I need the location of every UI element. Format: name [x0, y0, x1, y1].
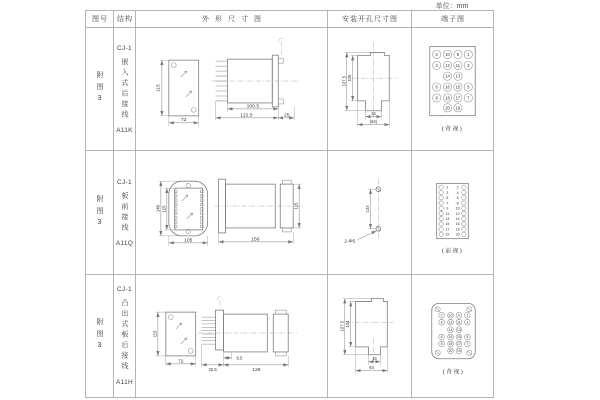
terminal-number: 18 — [448, 341, 453, 346]
terminal-number: 20 — [455, 232, 460, 237]
row1-mounting-cell — [328, 28, 412, 151]
dim-front-width: 72 — [180, 117, 187, 123]
row2-fig-no-cell — [86, 151, 114, 275]
row2-mounting-diagram — [328, 151, 411, 275]
row2-structure-type: 板前接线 — [121, 191, 128, 234]
terminal-number: 11 — [457, 319, 461, 324]
row1-terminal-diagram — [412, 28, 493, 151]
terminal-number: 6 — [456, 195, 459, 200]
terminal-number: 19 — [445, 232, 450, 237]
row2-mounting-cell — [328, 151, 412, 275]
terminal-number: 15 — [455, 84, 461, 90]
terminal-number: 13 — [457, 327, 461, 332]
row1-model: CJ-1 — [117, 44, 132, 52]
terminal-number: 3 — [467, 62, 470, 68]
terminal-number: 18 — [455, 226, 460, 231]
dim-body-height: 125 — [161, 204, 167, 213]
terminal-number: 7 — [467, 94, 470, 100]
terminal-number: 10 — [455, 206, 460, 211]
row2-fig-no: 附图3 — [96, 194, 103, 231]
row3-code: A11H — [116, 378, 133, 386]
row2-terminal-diagram — [412, 151, 493, 275]
dim-cutout-inner-height: 104 — [345, 320, 351, 328]
row3-structure-type: 凸出式板后接线 — [121, 299, 128, 373]
terminal-number: 7 — [466, 341, 469, 346]
terminal-number: 4 — [440, 319, 443, 324]
row2-terminal-cell — [412, 151, 494, 275]
col-header-mounting: 安装开孔尺寸图 — [328, 11, 412, 28]
row1-outline-cell — [136, 28, 328, 151]
terminal-number: 13 — [455, 73, 461, 79]
row1-side-view — [212, 38, 300, 120]
terminal-number: 6 — [435, 84, 438, 90]
dimension-table — [85, 10, 494, 398]
row3-mounting-cell — [328, 275, 412, 398]
row3-model: CJ-1 — [117, 286, 132, 294]
terminal-number: 14 — [455, 216, 460, 221]
row1-fig-no: 附图3 — [96, 71, 103, 107]
terminal-number: 5 — [466, 334, 469, 339]
terminal-number: 16 — [448, 334, 453, 339]
terminal-number: 17 — [457, 341, 461, 346]
row2-structure-cell — [114, 151, 136, 275]
dim-body-length: 126 — [252, 367, 261, 373]
terminal-grid-rear — [433, 50, 473, 112]
row1-structure-type: 嵌入式后接线 — [121, 57, 128, 121]
dim-cutout-outer-height: 107.5 — [341, 75, 347, 86]
terminal-number: 2 — [456, 185, 459, 190]
terminal-number: 7 — [446, 200, 449, 205]
terminal-number: 12 — [445, 62, 450, 68]
dim-side-height: 115 — [293, 202, 299, 209]
terminal-number: 3 — [466, 319, 469, 324]
dim-socket-depth: 32.5 — [208, 366, 217, 372]
terminal-number: 1 — [467, 51, 470, 57]
terminal-number: 10 — [445, 51, 450, 57]
row3-outline-diagram — [136, 275, 327, 398]
terminal-number: 4 — [435, 62, 438, 68]
row3-front-view — [152, 312, 195, 366]
terminal-view-caption: (背视) — [441, 125, 464, 132]
terminal-number: 20 — [448, 348, 453, 353]
terminal-number: 8 — [435, 94, 438, 100]
row3-mounting-diagram — [328, 275, 411, 398]
terminal-number: 1 — [446, 185, 449, 190]
terminal-number: 17 — [445, 226, 450, 231]
unit-label: 单位：mm — [435, 3, 469, 10]
terminal-number: 2 — [440, 312, 443, 317]
dim-cutout-outer-height: 107.5 — [339, 320, 345, 331]
dim-front-width: 72 — [178, 358, 184, 364]
terminal-number: 17 — [455, 94, 461, 100]
dim-notch-width: 16 — [371, 110, 376, 116]
terminal-number: 10 — [448, 312, 453, 317]
terminal-number: 3 — [446, 190, 449, 195]
dim-cutout-inner-height: 105 — [347, 74, 353, 82]
terminal-number: 6 — [440, 334, 443, 339]
dim-total-length: 122.5 — [240, 112, 253, 118]
terminal-number: 11 — [455, 62, 461, 68]
terminal-number: 16 — [455, 221, 460, 226]
col-header-outline: 外形尺寸图 — [136, 11, 328, 28]
terminal-view-caption: (前视) — [441, 248, 464, 255]
dim-front-height: 115 — [152, 330, 158, 337]
row2-outline-cell — [136, 151, 328, 275]
row2-model: CJ-1 — [117, 178, 132, 186]
terminal-number: 14 — [448, 327, 453, 332]
dim-body-length: 100.5 — [246, 103, 260, 109]
terminal-number: 9 — [446, 206, 449, 211]
dim-plate-height: 140 — [155, 204, 161, 212]
dim-cutout-width: 64 — [369, 364, 374, 370]
row3-structure-cell — [114, 275, 136, 398]
terminal-number: 20 — [445, 104, 450, 110]
row3-terminal-cell — [412, 275, 494, 398]
col-header-structure: 结构 — [114, 11, 136, 28]
row3-outline-cell — [136, 275, 328, 398]
row1-mounting-diagram — [328, 28, 411, 151]
terminal-number: 14 — [445, 73, 450, 79]
terminal-number: 8 — [456, 200, 459, 205]
row3-fig-no: 附图3 — [96, 318, 103, 354]
terminal-number: 19 — [455, 104, 461, 110]
dim-flange-depth: 25 — [283, 112, 290, 118]
dim-front-height: 115 — [156, 83, 162, 92]
row1-fig-no-cell — [86, 28, 114, 151]
row2-code: A11Q — [115, 239, 134, 247]
holes-diameter-label: 2-Φ5 — [344, 239, 356, 245]
row3-side-view — [198, 296, 297, 372]
terminal-number: 9 — [457, 312, 460, 317]
terminal-view-caption: (背视) — [442, 369, 465, 376]
terminal-number: 9 — [456, 51, 460, 57]
terminal-number: 16 — [445, 84, 450, 90]
row1-structure-cell — [114, 28, 136, 151]
dim-notch-width: 16 — [372, 355, 377, 361]
row1-outline-diagram — [136, 28, 327, 151]
row1-code: A11K — [116, 126, 133, 134]
dim-total-length: 156 — [251, 236, 260, 242]
terminal-number: 13 — [445, 216, 450, 221]
terminal-number: 15 — [445, 221, 450, 226]
dim-cutout-width: (64) — [369, 118, 378, 124]
terminal-number: 8 — [440, 341, 443, 346]
terminal-number: 5 — [446, 195, 449, 200]
terminal-number: 5 — [467, 84, 470, 90]
dim-front-width: 105 — [184, 237, 193, 243]
terminal-number: 19 — [457, 348, 461, 353]
terminal-number: 2 — [435, 51, 438, 57]
terminal-strip-front — [439, 185, 466, 237]
col-header-fig-no: 图号 — [86, 11, 114, 28]
row1-terminal-cell — [412, 28, 494, 151]
row2-side-view — [215, 179, 304, 244]
row1-front-view — [155, 60, 198, 126]
col-header-terminal: 端子图 — [412, 11, 494, 28]
terminal-number: 11 — [445, 211, 450, 216]
row2-outline-diagram — [136, 151, 327, 275]
dim-hole-spacing: 133 — [365, 205, 371, 213]
terminal-grid-rear — [439, 312, 470, 353]
terminal-number: 4 — [456, 190, 459, 195]
terminal-number: 18 — [445, 94, 450, 100]
terminal-number: 15 — [457, 334, 461, 339]
terminal-number: 12 — [448, 319, 453, 324]
row3-terminal-diagram — [412, 275, 493, 398]
dim-pin-length: 9.5 — [236, 355, 243, 361]
row3-fig-no-cell — [86, 275, 114, 398]
row2-front-view — [155, 181, 207, 246]
terminal-number: 12 — [455, 211, 460, 216]
terminal-number: 1 — [466, 312, 469, 317]
